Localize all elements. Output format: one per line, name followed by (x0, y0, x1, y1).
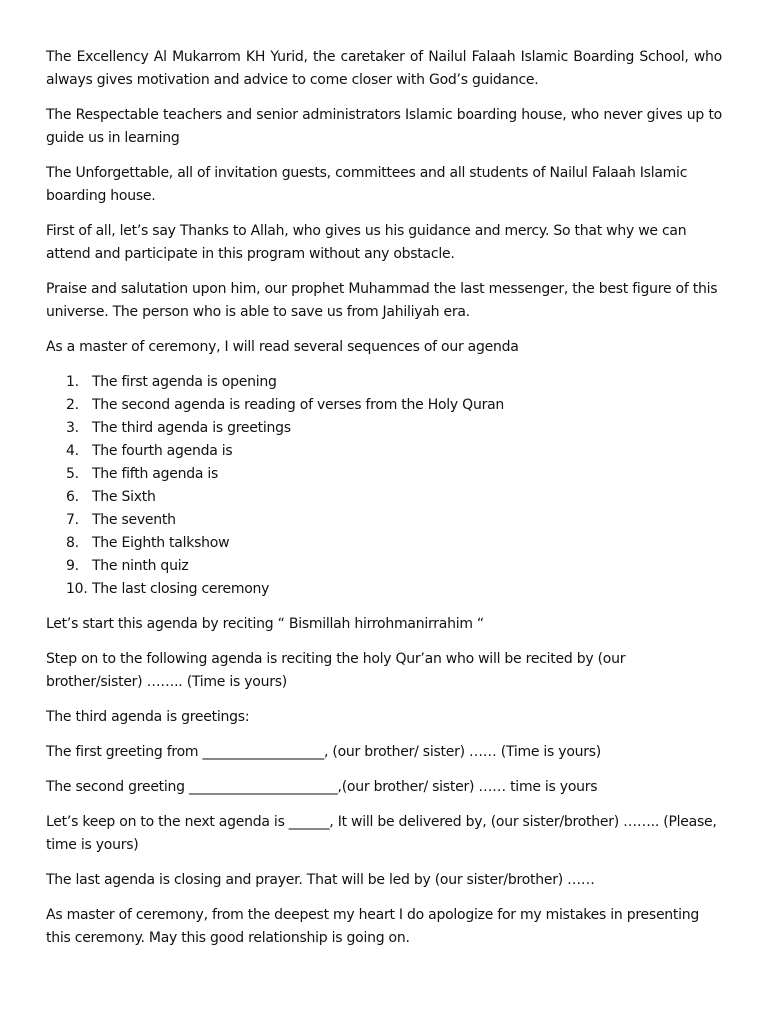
list-item-text: The Sixth (92, 489, 156, 505)
list-item (46, 509, 722, 532)
paragraph-apology: As master of ceremony, from the deepest my heart I do apologize for my mistakes in presenting this ceremony. May this good relationship is going on. (46, 907, 700, 946)
list-item-text: The fourth agenda is (92, 443, 233, 459)
list-item-number: 7. (66, 512, 79, 528)
list-item-text: The first agenda is opening (92, 374, 277, 390)
paragraph-salutation: Praise and salutation upon him, our prophet Muhammad the last messenger, the best figure of this universe. The person who is able to save us from Jahiliyah era. (46, 281, 718, 320)
list-item (46, 555, 722, 578)
paragraph-greetings-heading: The third agenda is greetings: (46, 709, 250, 725)
list-item (46, 578, 722, 601)
paragraph-thanks: First of all, let’s say Thanks to Allah, who gives us his guidance and mercy. So that why we can attend and participate in this program without any obstacle. (46, 223, 687, 262)
paragraph-quran-recital: Step on to the following agenda is reciting the holy Qur’an who will be recited by (our brother/sister) …….. (Time is yours) (46, 651, 626, 690)
list-item-number: 2. (66, 397, 79, 413)
list-item (46, 463, 722, 486)
list-item-text: The seventh (92, 512, 176, 528)
list-item (46, 532, 722, 555)
list-item-text: The third agenda is greetings (92, 420, 291, 436)
list-item-text: The Eighth talkshow (92, 535, 230, 551)
paragraph-bismillah: Let’s start this agenda by reciting “ Bismillah hirrohmanirrahim “ (46, 616, 484, 632)
paragraph-honorific-caretaker: The Excellency Al Mukarrom KH Yurid, the caretaker of Nailul Falaah Islamic Boarding School, who always gives motivation and advice to come closer with God’s guidance. (46, 49, 722, 88)
list-item-number: 3. (66, 420, 79, 436)
list-item-text: The last closing ceremony (92, 581, 270, 597)
list-item-number: 8. (66, 535, 79, 551)
list-item (46, 486, 722, 509)
list-item (46, 394, 722, 417)
list-item (46, 417, 722, 440)
document-page (46, 46, 722, 962)
paragraph-closing-prayer: The last agenda is closing and prayer. That will be led by (our sister/brother) …… (46, 872, 595, 888)
list-item-text: The second agenda is reading of verses from the Holy Quran (92, 397, 505, 413)
list-item-number: 6. (66, 489, 79, 505)
paragraph-honorific-guests: The Unforgettable, all of invitation guests, committees and all students of Nailul Falaah Islamic boarding house. (46, 165, 688, 204)
list-item (46, 371, 722, 394)
paragraph-honorific-teachers: The Respectable teachers and senior administrators Islamic boarding house, who never gives up to guide us in learning (46, 107, 722, 146)
list-item-text: The fifth agenda is (92, 466, 219, 482)
paragraph-agenda-intro: As a master of ceremony, I will read several sequences of our agenda (46, 339, 519, 355)
agenda-list (46, 371, 722, 601)
list-item-number: 5. (66, 466, 79, 482)
paragraph-first-greeting: The first greeting from __________________, (our brother/ sister) …… (Time is yours) (46, 744, 602, 760)
list-item-text: The ninth quiz (92, 558, 189, 574)
list-item-number: 10. (66, 581, 88, 597)
list-item-number: 9. (66, 558, 79, 574)
list-item (46, 440, 722, 463)
paragraph-second-greeting: The second greeting ______________________,(our brother/ sister) …… time is yours (46, 779, 598, 795)
list-item-number: 4. (66, 443, 79, 459)
paragraph-next-agenda: Let’s keep on to the next agenda is ______, It will be delivered by, (our sister/brother) …….. (Please, time is yours) (46, 814, 717, 853)
list-item-number: 1. (66, 374, 79, 390)
